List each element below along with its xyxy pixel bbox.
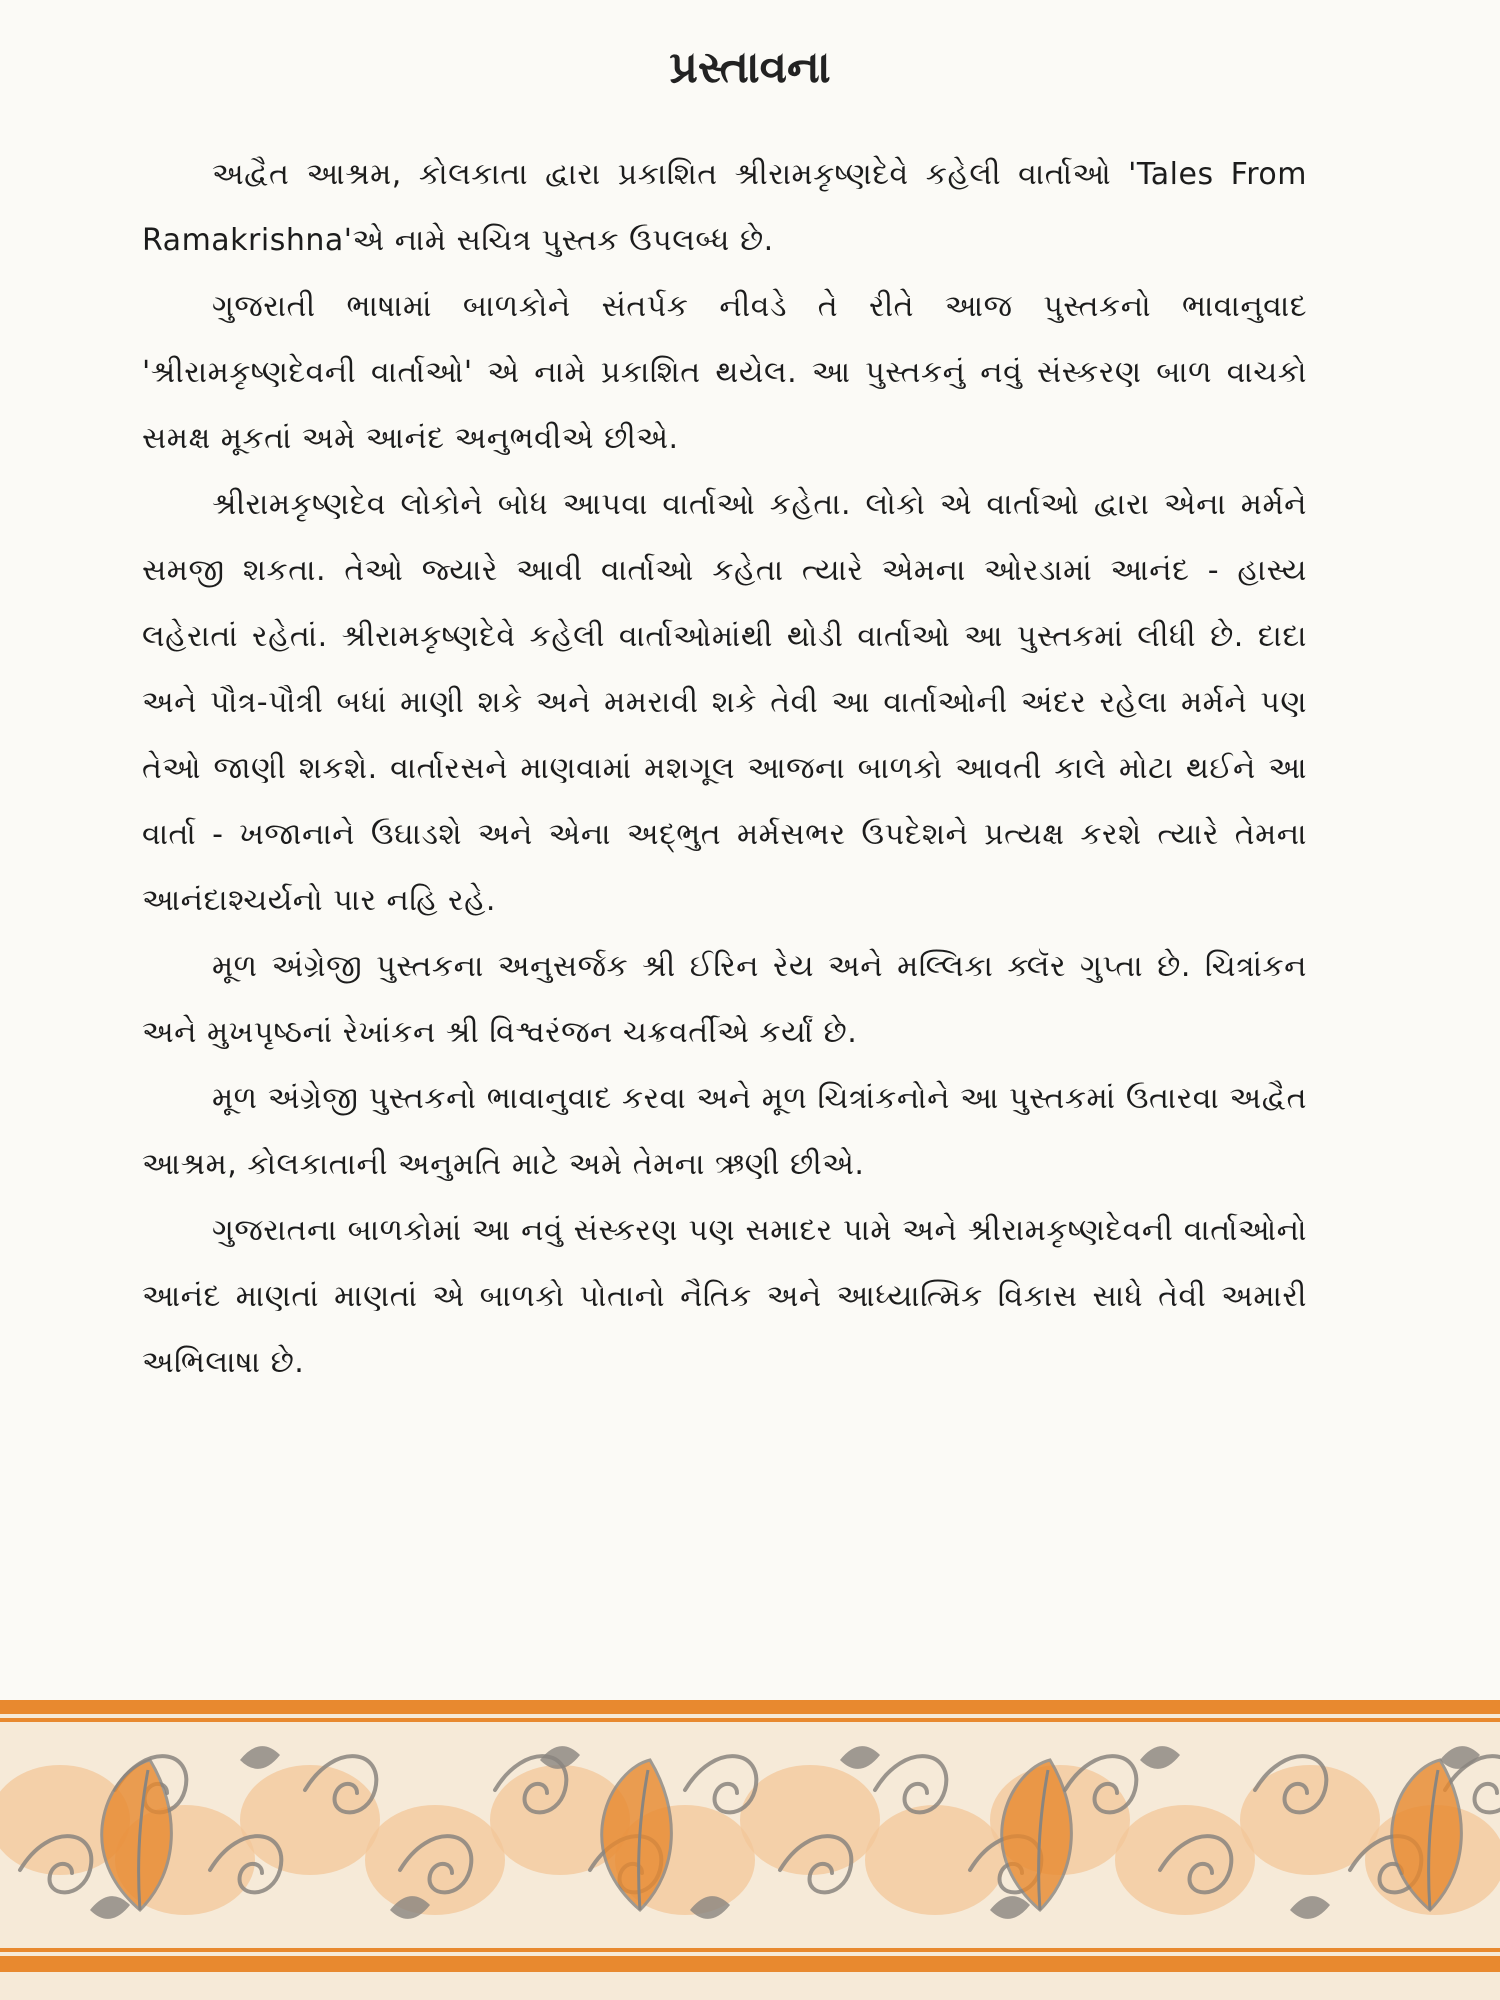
ornament-accent-leaf [1140, 1746, 1180, 1769]
paragraph-4: મૂળ અંગ્રેજી પુસ્તકના અનુસર્જક શ્રી ઈરિન રેય અને મલ્લિકા ક્લૅર ગુપ્તા છે. ચિત્રાંકન અને મુખપૃષ્ઠનાં રેખાંકન શ્રી વિશ્વરંજન ચક્રવર્તીએ કર્યાં છે. [142, 949, 1307, 1050]
border-top-stripe [0, 1700, 1500, 1714]
ornament-blob [365, 1805, 505, 1915]
ornament-blob [740, 1765, 880, 1875]
ornament-accent-leaf [240, 1746, 280, 1769]
ornament-swirl [875, 1756, 946, 1812]
paragraph-6: ગુજરાતના બાળકોમાં આ નવું સંસ્કરણ પણ સમાદર પામે અને શ્રીરામકૃષ્ણદેવની વાર્તાઓનો આનંદ માણતાં માણતાં એ બાળકો પોતાનો નૈતિક અને આધ્યાત્મિક વિકાસ સાધે તેવી અમારી અભિલાષા છે. [142, 1213, 1307, 1380]
ornament-accent-leaf [90, 1896, 130, 1919]
decorative-border [0, 1700, 1500, 2000]
ornament-blob [1115, 1805, 1255, 1915]
border-bottom-stripe-thin [0, 1948, 1500, 1952]
body-text [142, 142, 1307, 1396]
paragraph-2: ગુજરાતી ભાષામાં બાળકોને સંતર્પક નીવડે તે રીતે આજ પુસ્તકનો ભાવાનુવાદ 'શ્રીરામકૃષ્ણદેવની વાર્તાઓ' એ નામે પ્રકાશિત થયેલ. આ પુસ્તકનું નવું સંસ્કરણ બાળ વાચકો સમક્ષ મૂકતાં અમે આનંદ અનુભવીએ છીએ. [142, 289, 1307, 456]
border-top-stripe-thin [0, 1718, 1500, 1722]
ornament-accent-leaf [1440, 1746, 1480, 1769]
ornament-accent-leaf [1290, 1896, 1330, 1919]
ornament-layer [0, 1746, 1500, 1919]
border-bottom-stripe [0, 1956, 1500, 1972]
ornament-swirl [685, 1756, 756, 1812]
paragraph-1: અદ્વૈત આશ્રમ, કોલકાતા દ્વારા પ્રકાશિત શ્રીરામકૃષ્ણદેવે કહેલી વાર્તાઓ 'Tales From Ramakrishna'એ નામે સચિત્ર પુસ્તક ઉપલબ્ધ છે. [142, 157, 1307, 258]
ornament-accent-leaf [990, 1896, 1030, 1919]
paragraph-3: શ્રીરામકૃષ્ણદેવ લોકોને બોધ આપવા વાર્તાઓ કહેતા. લોકો એ વાર્તાઓ દ્વારા એના મર્મને સમજી શકતા. તેઓ જ્યારે આવી વાર્તાઓ કહેતા ત્યારે એમના ઓરડામાં આનંદ - હાસ્ય લહેરાતાં રહેતાં. શ્રીરામકૃષ્ણદેવે કહેલી વાર્તાઓમાંથી થોડી વાર્તાઓ આ પુસ્તકમાં લીધી છે. દાદા અને પૌત્ર-પૌત્રી બધાં માણી શકે અને મમરાવી શકે તેવી આ વાર્તાઓની અંદર રહેલા મર્મને પણ તેઓ જાણી શકશે. વાર્તારસને માણવામાં મશગૂલ આજના બાળકો આવતી કાલે મોટા થઈને આ વાર્તા - ખજાનાને ઉઘાડશે અને એના અદ્ભુત મર્મસભર ઉપદેશને પ્રત્યક્ષ કરશે ત્યારે તેમના આનંદાશ્ચર્યનો પાર નહિ રહે. [142, 487, 1307, 918]
page-title: પ્રસ્તાવના [669, 42, 831, 93]
ornament-accent-leaf [540, 1746, 580, 1769]
leaf-scroll-ornament-icon [0, 1700, 1500, 2000]
ornament-accent-leaf [840, 1746, 880, 1769]
ornament-blob [865, 1805, 1005, 1915]
paragraph-5: મૂળ અંગ્રેજી પુસ્તકનો ભાવાનુવાદ કરવા અને મૂળ ચિત્રાંકનોને આ પુસ્તકમાં ઉતારવા અદ્વૈત આશ્રમ, કોલકાતાની અનુમતિ માટે અમે તેમના ઋણી છીએ. [142, 1081, 1307, 1182]
